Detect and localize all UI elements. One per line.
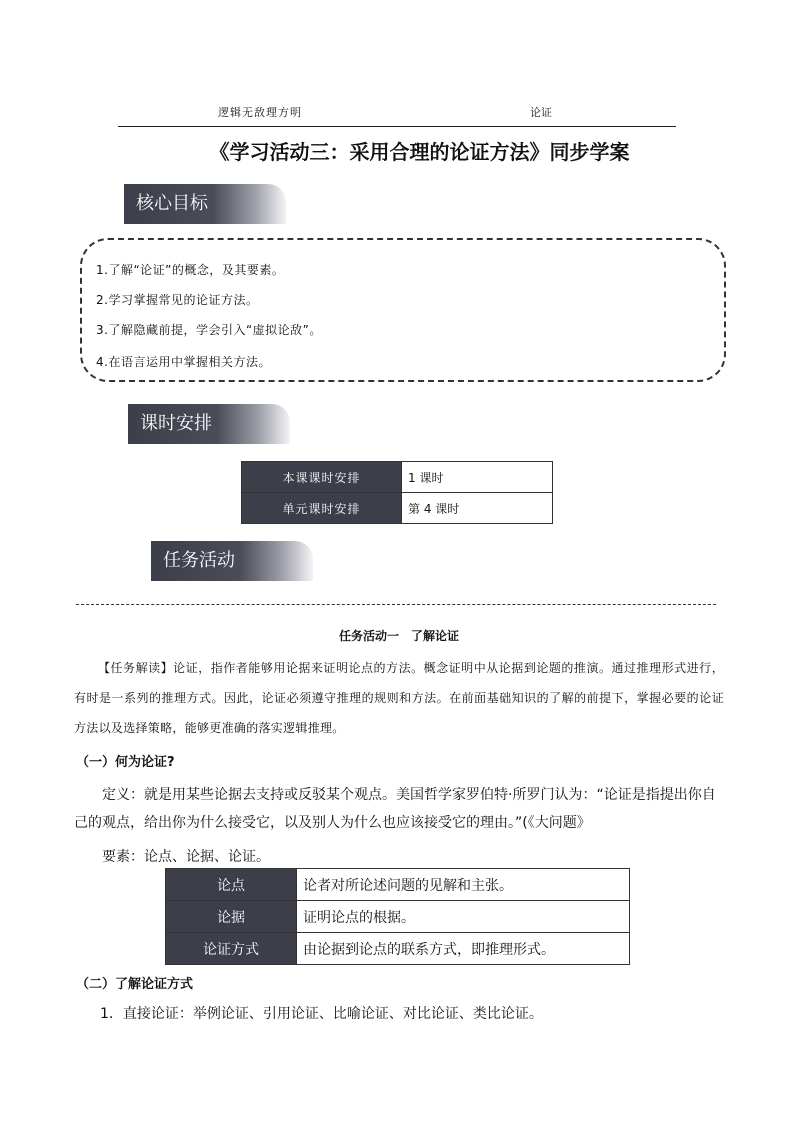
table-row	[242, 462, 553, 493]
table-value: 证明论点的根据。	[297, 901, 630, 933]
table-value: 论者对所论述问题的见解和主张。	[297, 869, 630, 901]
table-row	[166, 869, 630, 901]
dashed-divider	[76, 604, 716, 605]
section-banner-tasks: 任务活动	[151, 541, 313, 581]
table-value: 第 4 课时	[402, 493, 553, 524]
definition-paragraph: 定义：就是用某些论据去支持或反驳某个观点。美国哲学家罗伯特·所罗门认为：“论证是指提出你自己的观点，给出你为什么接受它，以及别人为什么也应该接受它的理由。”(《大问题》	[74, 787, 716, 831]
section-banner-core-goals: 核心目标	[124, 184, 286, 224]
schedule-table	[241, 461, 553, 524]
table-row	[242, 493, 553, 524]
subheading-argument-methods: （二）了解论证方式	[76, 977, 194, 992]
direct-argument-line: 1．直接论证：举例论证、引用论证、比喻论证、对比论证、类比论证。	[100, 1006, 543, 1022]
header-divider	[118, 126, 676, 127]
header-right: 论证	[530, 106, 552, 119]
activity-title: 任务活动一 了解论证	[338, 629, 459, 643]
header-left: 逻辑无敌理方明	[218, 106, 302, 119]
table-row	[166, 901, 630, 933]
task-intro-paragraph: 【任务解读】论证，指作者能够用论据来证明论点的方法。概念证明中从论据到论题的推演。通过推理形式进行，有时是一系列的推理方式。因此，论证必须遵守推理的规则和方法。在前面基础知识的了解的前提下，掌握必要的论证方法以及选择策略，能够更准确的落实逻辑推理。	[74, 661, 724, 735]
table-key: 论证方式	[166, 933, 297, 965]
table-key: 论点	[166, 869, 297, 901]
elements-table	[165, 868, 630, 965]
goal-item: 4.在语言运用中掌握相关方法。	[96, 355, 271, 369]
table-value: 1 课时	[402, 462, 553, 493]
table-key: 单元课时安排	[242, 493, 402, 524]
page-title: 《学习活动三：采用合理的论证方法》同步学案	[209, 140, 630, 164]
table-value: 由论据到论点的联系方式，即推理形式。	[297, 933, 630, 965]
table-key: 论据	[166, 901, 297, 933]
goal-item: 1.了解“论证”的概念，及其要素。	[96, 263, 285, 277]
elements-line: 要素：论点、论据、论证。	[102, 849, 270, 865]
subheading-what-is-argument: （一）何为论证?	[76, 755, 175, 770]
goal-item: 3.了解隐藏前提，学会引入“虚拟论敌”。	[96, 323, 322, 337]
table-row	[166, 933, 630, 965]
section-banner-schedule: 课时安排	[128, 404, 290, 444]
goal-item: 2.学习掌握常见的论证方法。	[96, 293, 259, 307]
table-key: 本课课时安排	[242, 462, 402, 493]
